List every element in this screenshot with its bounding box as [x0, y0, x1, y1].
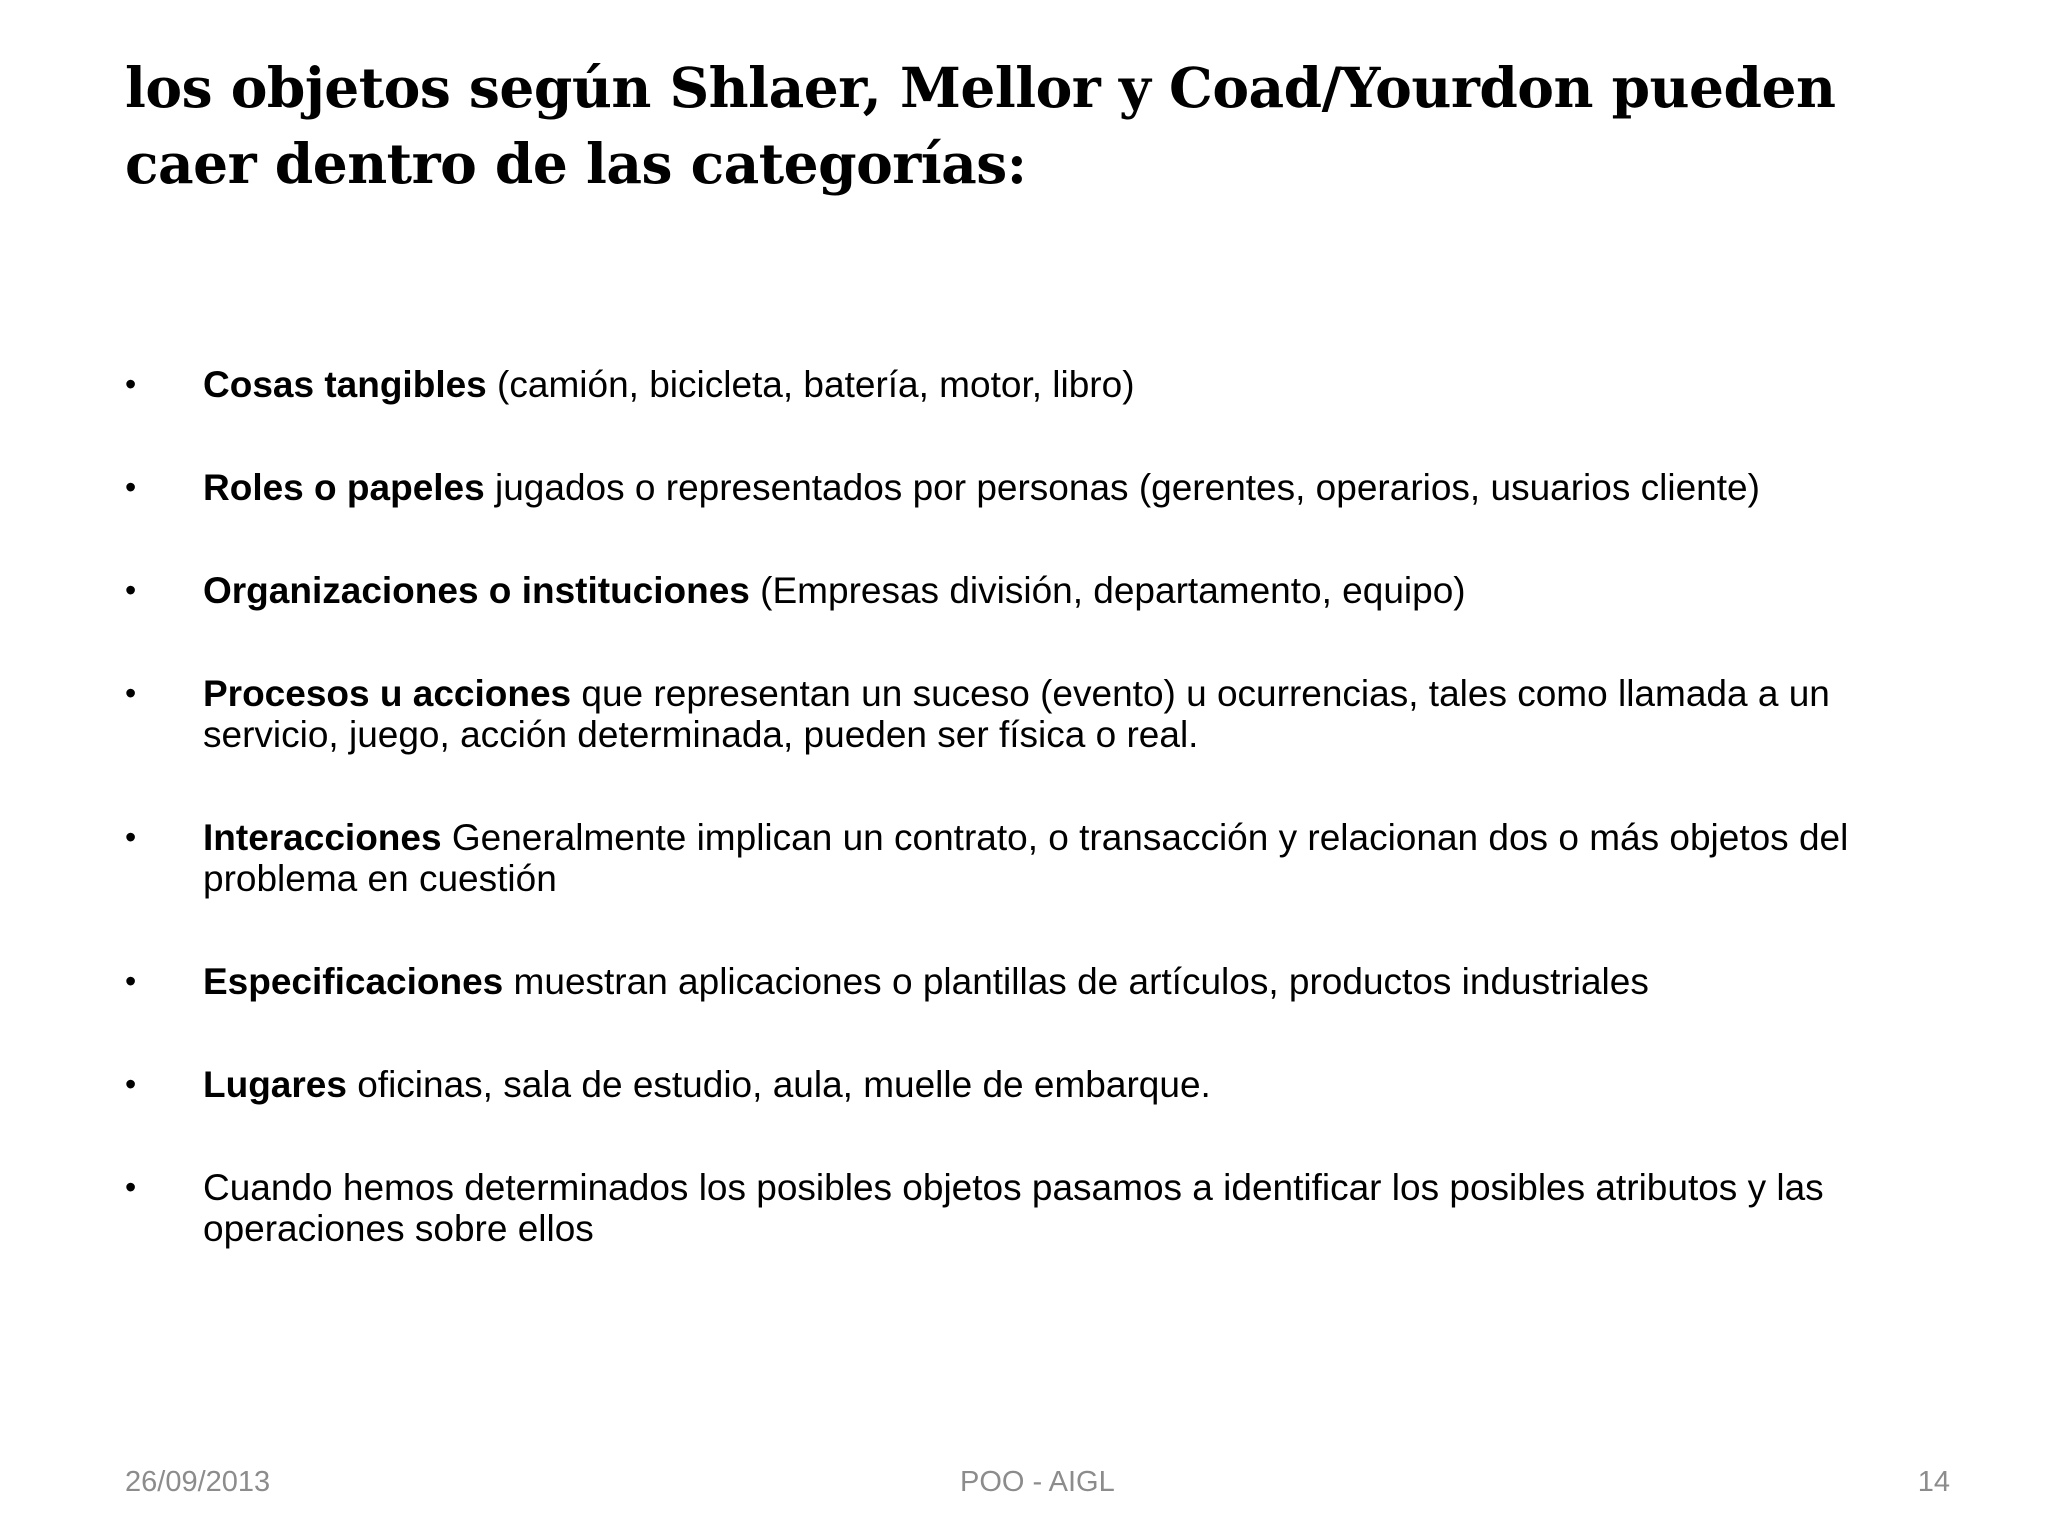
bullet-term: Especificaciones — [203, 961, 504, 1002]
bullet-item-lugares — [125, 1064, 1975, 1105]
bullet-text: Generalmente implican un contrato, o transacción y relacionan dos o más objetos del problema en cuestión — [203, 817, 1849, 899]
bullet-term: Interacciones — [203, 817, 442, 858]
bullet-item-conclusion — [125, 1167, 1975, 1249]
bullet-term: Cosas tangibles — [203, 364, 487, 405]
bullet-term: Procesos u acciones — [203, 673, 572, 714]
bullet-marker: • — [125, 1066, 137, 1102]
bullet-marker: • — [125, 819, 137, 855]
bullet-item-especificaciones — [125, 961, 1975, 1002]
bullet-text: muestran aplicaciones o plantillas de artículos, productos industriales — [503, 961, 1649, 1002]
footer-date: 26/09/2013 — [125, 1466, 271, 1498]
bullet-item-procesos — [125, 673, 1975, 755]
bullet-text: (Empresas división, departamento, equipo) — [749, 570, 1466, 611]
bullet-marker: • — [125, 572, 137, 608]
bullet-text: Cuando hemos determinados los posibles objetos pasamos a identificar los posibles atributos y las operaciones sobre ellos — [203, 1167, 1824, 1249]
bullet-item-cosas-tangibles — [125, 364, 1975, 405]
bullet-marker: • — [125, 366, 137, 402]
bullet-text: que representan un suceso (evento) u ocurrencias, tales como llamada a un servicio, juego, acción determinada, pueden ser física o real. — [203, 673, 1830, 755]
bullet-marker: • — [125, 469, 137, 505]
bullet-item-organizaciones — [125, 570, 1975, 611]
footer-course-label: POO - AIGL — [960, 1466, 1115, 1498]
bullet-term: Roles o papeles — [203, 467, 485, 508]
bullet-marker: • — [125, 1169, 137, 1205]
bullet-text: oficinas, sala de estudio, aula, muelle de embarque. — [346, 1064, 1211, 1105]
slide-title: los objetos según Shlaer, Mellor y Coad/Yourdon pueden caer dentro de las categorías: — [125, 55, 1836, 196]
bullet-marker: • — [125, 963, 137, 999]
bullet-item-interacciones — [125, 817, 1975, 899]
page-number: 14 — [1917, 1466, 1950, 1498]
bullet-list — [125, 364, 1975, 1249]
bullet-text: jugados o representados por personas (gerentes, operarios, usuarios cliente) — [484, 467, 1760, 508]
bullet-term: Lugares — [203, 1064, 347, 1105]
bullet-text: (camión, bicicleta, batería, motor, libro) — [486, 364, 1135, 405]
bullet-term: Organizaciones o instituciones — [203, 570, 750, 611]
bullet-item-roles-o-papeles — [125, 467, 1975, 508]
bullet-marker: • — [125, 675, 137, 711]
